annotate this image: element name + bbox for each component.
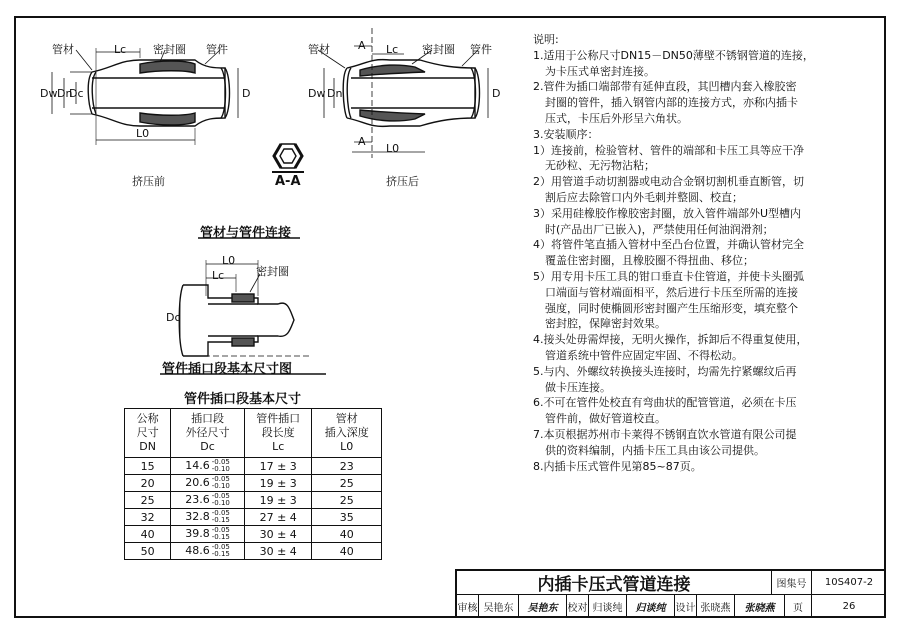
connection-title: 管材与管件连接 [200, 226, 292, 241]
atlas-label: 图集号 [772, 571, 812, 595]
fitting-label-2: 管件 [470, 43, 492, 56]
cell-dn: 20 [125, 475, 171, 492]
cell-dn: 32 [125, 509, 171, 526]
note-line: 时(产品出厂已嵌入)，严禁使用任何油润滑剂； [545, 222, 774, 236]
cell-lc: 17 ± 3 [244, 458, 312, 475]
cell-dc: 23.6 -0.05 -0.10 [171, 492, 245, 509]
note-line: 压式，卡压后外形呈六角状。 [545, 111, 688, 125]
diagram-after-crimp [318, 28, 488, 158]
note-line: 割后应去除管口内外毛刺并整圆、校直； [545, 190, 743, 204]
cell-dn: 50 [125, 543, 171, 560]
after-label: 挤压后 [386, 175, 419, 188]
dimension-table [124, 408, 382, 560]
diagram-section-a-a [272, 144, 304, 172]
design-label: 设计 [675, 595, 697, 618]
dc-label-3: Dc [166, 311, 181, 324]
note-line: 覆盖住密封圈，且橡胶圈不得扭曲、移位； [545, 254, 754, 268]
drawing-title: 内插卡压式管道连接 [457, 571, 772, 595]
cell-dc: 32.8 -0.05 -0.15 [171, 509, 245, 526]
note-line: 管道系统中管件应固定牢固、不得松动。 [545, 348, 743, 362]
note-line: 3）采用硅橡胶作橡胶密封圈，放入管件端部外U型槽内 [533, 206, 802, 220]
note-line: 口端面与管材端面相平，然后进行卡压至所需的连接 [545, 285, 798, 299]
note-line: 供的资料编制，内插卡压工具由该公司提供。 [545, 443, 765, 457]
note-line: 2.管件为插口端部带有延伸直段，其凹槽内套入橡胶密 [533, 80, 797, 94]
cell-l0: 35 [312, 509, 382, 526]
check-label: 校对 [567, 595, 589, 618]
note-line: 7.本页根据苏州市卡莱得不锈钢直饮水管道有限公司提 [533, 427, 797, 441]
cell-dn: 15 [125, 458, 171, 475]
dn-label-2: Dn [327, 87, 343, 100]
cell-lc: 30 ± 4 [244, 526, 312, 543]
fitting-label-1: 管件 [206, 43, 228, 56]
checker-name: 归谈纯 [589, 595, 627, 618]
table-row [125, 543, 382, 560]
pipe-label-2: 管材 [308, 43, 330, 56]
note-line: 5.与内、外螺纹转换接头连接时，均需先拧紧螺纹后再 [533, 364, 797, 378]
cell-lc: 30 ± 4 [244, 543, 312, 560]
note-line: 6.不可在管件处校直有弯曲状的配管管道，必须在卡压 [533, 396, 797, 410]
note-line: 8.内插卡压式管件见第85~87页。 [533, 459, 702, 473]
page-number: 26 [842, 601, 856, 612]
note-line: 1.适用于公称尺寸DN15－DN50薄壁不锈钢管道的连接， [533, 48, 814, 62]
dw-label-1: Dw [40, 87, 58, 100]
diagram-insert-section [179, 260, 310, 356]
note-line: 4.接头处毋需焊接，无明火操作，拆卸后不得重复使用， [533, 333, 808, 347]
note-line: 说明: [533, 33, 559, 46]
col-header-dn: 公称 尺寸 DN [125, 409, 171, 458]
cell-dc: 14.6 -0.05 -0.10 [171, 458, 245, 475]
atlas-number: 10S407-2 [812, 571, 886, 595]
note-line: 为卡压式单密封连接。 [545, 64, 655, 78]
cell-l0: 25 [312, 492, 382, 509]
note-line: 4）将管件笔直插入管材中至凸台位置，并确认管材完全 [533, 238, 804, 252]
note-line: 2）用管道手动切割器或电动合金钢切割机垂直断管，切 [533, 175, 804, 189]
reviewer-signature: 吴艳东 [519, 595, 567, 618]
cell-lc: 27 ± 4 [244, 509, 312, 526]
lc-label-2: Lc [386, 43, 399, 56]
cell-lc: 19 ± 3 [244, 492, 312, 509]
l0-label-1: L0 [136, 127, 150, 140]
cell-dc: 39.8 -0.05 -0.15 [171, 526, 245, 543]
dc-label-1: Dc [69, 87, 84, 100]
pipe-label-1: 管材 [52, 43, 74, 56]
note-line: 封圈的管件，插入钢管内部的连接方式，亦称内插卡 [545, 96, 798, 110]
review-label: 审核 [457, 595, 479, 618]
col-header-lc: 管件插口 段长度 Lc [244, 409, 312, 458]
cell-dc: 20.6 -0.05 -0.10 [171, 475, 245, 492]
table-row [125, 492, 382, 509]
cell-dc: 48.6 -0.05 -0.15 [171, 543, 245, 560]
dn-label-1: Dn [57, 87, 73, 100]
seal-ring-label-1: 密封圈 [153, 43, 186, 56]
cell-l0: 25 [312, 475, 382, 492]
col-header-l0: 管材 插入深度 L0 [312, 409, 382, 458]
insert-figure-title: 管件插口段基本尺寸图 [162, 362, 293, 377]
designer-name: 张晓燕 [697, 595, 735, 618]
notes-section [533, 32, 863, 474]
l0-label-2: L0 [386, 142, 400, 155]
cell-dn: 40 [125, 526, 171, 543]
d-label-2: D [492, 87, 501, 100]
designer-signature: 张晓燕 [735, 595, 785, 618]
l0-label-3: L0 [222, 254, 236, 267]
a-label-top: A [358, 39, 366, 52]
table-title: 管件插口段基本尺寸 [184, 392, 302, 407]
d-label-1: D [242, 87, 251, 100]
cell-l0: 40 [312, 543, 382, 560]
lc-label-1: Lc [114, 43, 127, 56]
note-line: 3.安装顺序： [533, 127, 599, 141]
cell-dn: 25 [125, 492, 171, 509]
dw-label-2: Dw [308, 87, 326, 100]
note-line: 5）用专用卡压工具的钳口垂直卡住管道，并使卡头圈弧 [533, 269, 804, 283]
a-label-bottom: A [358, 135, 366, 148]
table-row [125, 509, 382, 526]
col-header-dc: 插口段 外径尺寸 Dc [171, 409, 245, 458]
note-line: 1）连接前，检验管材、管件的端部和卡压工具等应干净 [533, 143, 804, 157]
before-label: 挤压前 [132, 175, 165, 188]
table-row [125, 458, 382, 475]
seal-ring-label-2: 密封圈 [422, 43, 455, 56]
note-line: 管件前，做好管道校直。 [545, 412, 666, 426]
note-line: 做卡压连接。 [545, 380, 611, 394]
section-label: A-A [275, 174, 301, 189]
note-line: 无砂粒、无污物沾粘； [545, 159, 655, 173]
checker-signature: 归谈纯 [627, 595, 675, 618]
seal-ring-label-3: 密封圈 [256, 265, 289, 278]
cell-l0: 23 [312, 458, 382, 475]
cell-lc: 19 ± 3 [244, 475, 312, 492]
page-label: 页 [785, 595, 812, 618]
table-row [125, 526, 382, 543]
lc-label-3: Lc [212, 269, 225, 282]
note-line: 强度，同时使椭圆形密封圈产生压缩形变，填充整个 [545, 301, 798, 315]
note-line: 密封腔，保障密封效果。 [545, 317, 666, 331]
title-block [455, 569, 886, 618]
reviewer-name: 吴艳东 [479, 595, 519, 618]
cell-l0: 40 [312, 526, 382, 543]
table-row [125, 475, 382, 492]
